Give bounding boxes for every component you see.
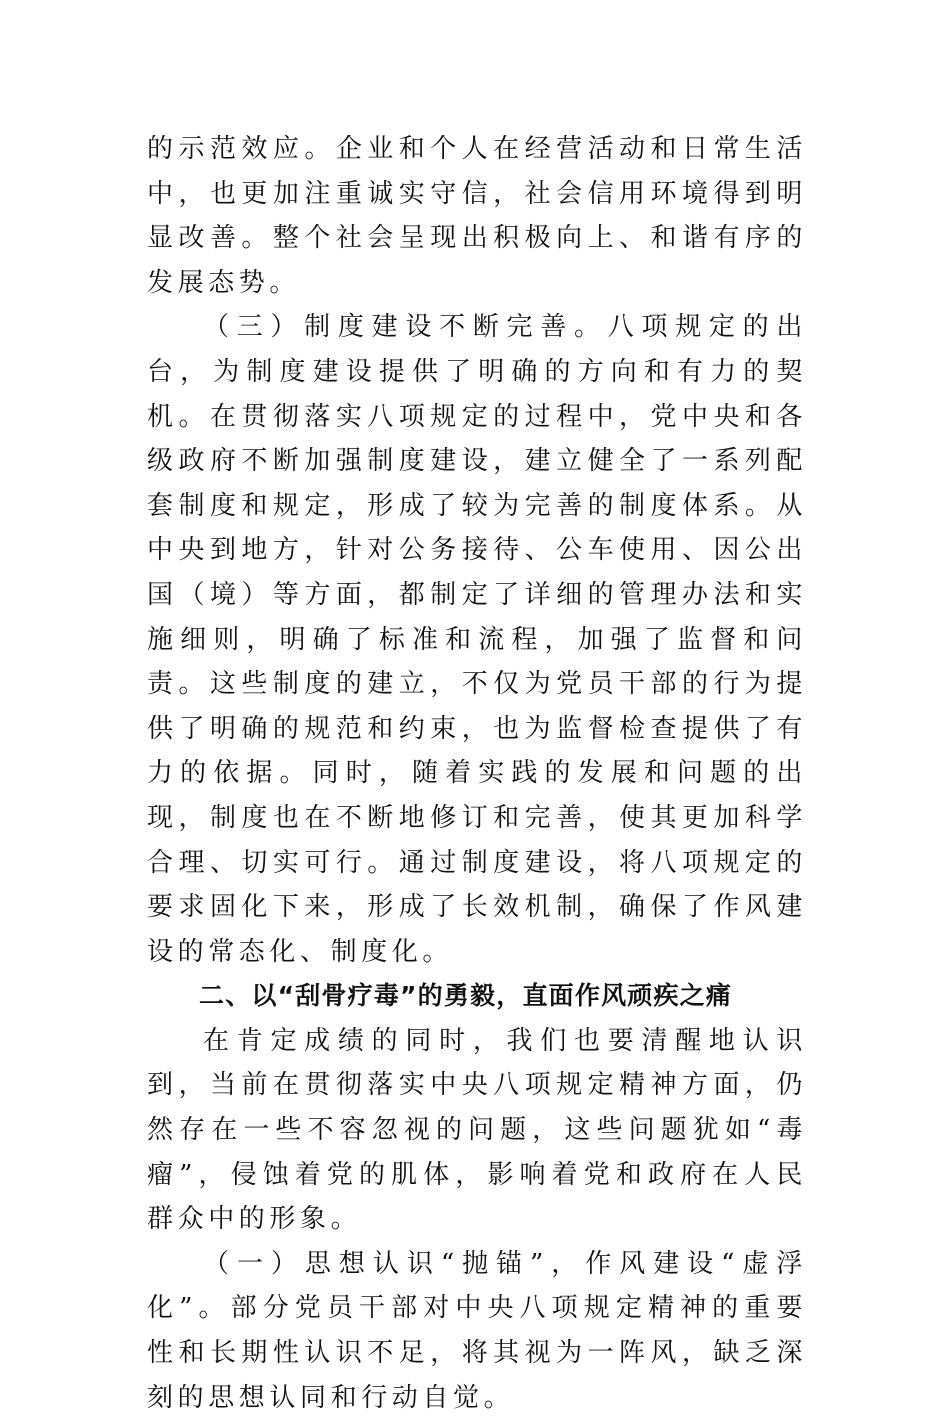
body-paragraph-system-building: （三）制度建设不断完善。八项规定的出台，为制度建设提供了明确的方向和有力的契机。在贯彻落实八项规定的过程中，党中央和各级政府不断加强制度建设，建立健全了一系列配套制度和规定，形成了较为完善的制度体系。从中央到地方，针对公务接待、公车使用、因公出国（境）等方面，都制定了详细的管理办法和实施细则，明确了标准和流程，加强了监督和问责。这些制度的建立，不仅为党员干部的行为提供了明确的规范和约束，也为监督检查提供了有力的依据。同时，随着实践的发展和问题的出现，制度也在不断地修订和完善，使其更加科学合理、切实可行。通过制度建设，将八项规定的要求固化下来，形成了长效机制，确保了作风建设的常态化、制度化。 — [147, 312, 807, 967]
body-paragraph-problems-intro: 在肯定成绩的同时，我们也要清醒地认识到，当前在贯彻落实中央八项规定精神方面，仍然存在一些不容忽视的问题，这些问题犹如“毒瘤”，侵蚀着党的肌体，影响着党和政府在人民群众中的形象。 — [147, 1025, 807, 1235]
body-paragraph-continuation: 的示范效应。企业和个人在经营活动和日常生活中，也更加注重诚实守信，社会信用环境得到明显改善。整个社会呈现出积极向上、和谐有序的发展态势。 — [147, 134, 807, 298]
document-body — [147, 127, 807, 1420]
body-paragraph-ideology: （一）思想认识“抛锚”，作风建设“虚浮化”。部分党员干部对中央八项规定精神的重要性和长期性认识不足，将其视为一阵风，缺乏深刻的思想认同和行动自觉。 — [147, 1248, 807, 1413]
section-heading-two: 二、以“刮骨疗毒”的勇毅，直面作风顽疾之痛 — [199, 981, 733, 1011]
